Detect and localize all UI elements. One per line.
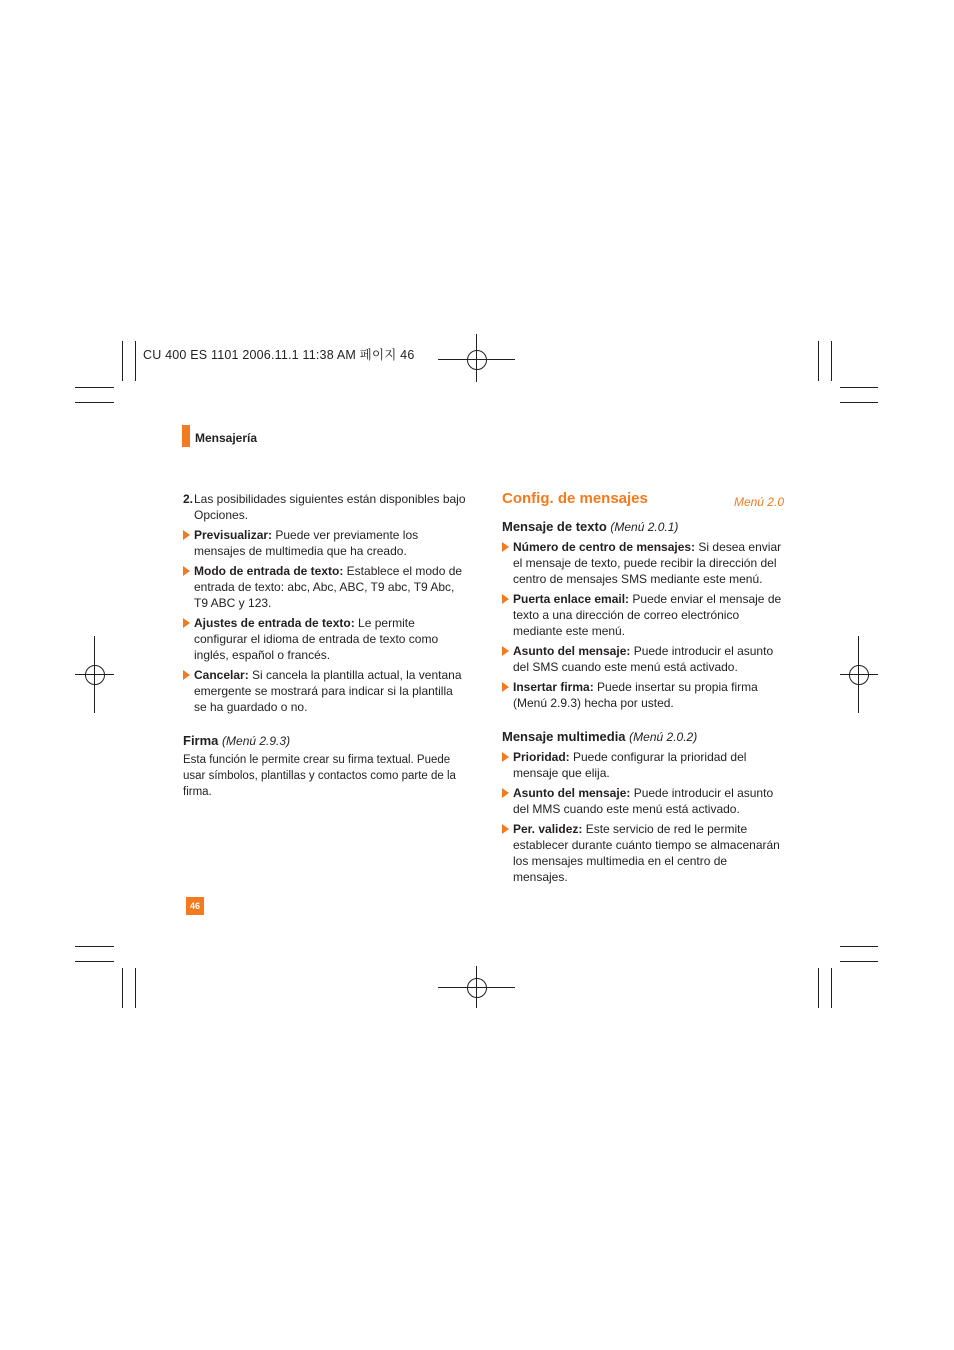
list-item (502, 643, 784, 675)
item-label: Puerta enlace email: (513, 592, 630, 606)
item-label: Prioridad: (513, 750, 570, 764)
item-text: Establece el modo de entrada de texto: abc, Abc, ABC, T9 abc, T9 Abc, T9 ABC y 123. (194, 564, 463, 610)
item-text: Si cancela la plantilla actual, la ventana emergente se mostrará para indicar si la plantilla se ha guardado o no. (194, 668, 462, 714)
firma-heading (183, 733, 466, 749)
bullet-arrow-icon (502, 646, 509, 656)
intro-number: 2. (183, 492, 194, 506)
texto-heading (502, 519, 784, 535)
bullet-arrow-icon (502, 788, 509, 798)
config-heading: Config. de mensajes (502, 490, 648, 507)
item-text: Puede introducir el asunto del SMS cuando este menú está activado. (513, 644, 774, 674)
left-column (183, 491, 466, 800)
bullet-arrow-icon (183, 566, 190, 576)
list-item (502, 749, 784, 781)
item-text: Le permite configurar el idioma de entrada de texto como inglés, español o francés. (194, 616, 439, 662)
list-item (502, 679, 784, 711)
item-text: Puede introducir el asunto del MMS cuando este menú está activado. (513, 786, 774, 816)
bullet-arrow-icon (183, 618, 190, 628)
bullet-arrow-icon (183, 530, 190, 540)
texto-title: Mensaje de texto (502, 519, 607, 534)
item-text: Puede configurar la prioridad del mensaje que elija. (513, 750, 747, 780)
item-text: Puede insertar su propia firma (Menú 2.9.3) hecha por usted. (513, 680, 758, 710)
item-label: Previsualizar: (194, 528, 273, 542)
item-label: Cancelar: (194, 668, 249, 682)
item-label: Insertar firma: (513, 680, 594, 694)
item-label: Modo de entrada de texto: (194, 564, 344, 578)
intro-paragraph (183, 491, 466, 523)
list-item (502, 539, 784, 587)
multimedia-menu-ref: (Menú 2.0.2) (629, 730, 698, 744)
item-label: Asunto del mensaje: (513, 644, 631, 658)
item-text: Puede enviar el mensaje de texto a una dirección de correo electrónico mediante este menú. (513, 592, 782, 638)
intro-text: Las posibilidades siguientes están disponibles bajo Opciones. (194, 492, 466, 522)
bullet-arrow-icon (183, 670, 190, 680)
bullet-arrow-icon (502, 542, 509, 552)
bullet-arrow-icon (502, 594, 509, 604)
section-title: Mensajería (195, 431, 258, 445)
print-slug: CU 400 ES 1101 2006.11.1 11:38 AM 페이지 46 (143, 348, 415, 362)
item-label: Ajustes de entrada de texto: (194, 616, 355, 630)
multimedia-heading (502, 729, 784, 745)
bullet-arrow-icon (502, 752, 509, 762)
section-marker (182, 425, 190, 447)
list-item (502, 785, 784, 817)
item-text: Este servicio de red le permite establecer durante cuánto tiempo se almacenarán los mensajes multimedia en el centro de mensajes. (513, 822, 780, 884)
list-item (183, 615, 466, 663)
config-heading-row (502, 491, 784, 513)
texto-menu-ref: (Menú 2.0.1) (610, 520, 679, 534)
item-label: Número de centro de mensajes: (513, 540, 696, 554)
config-menu-ref: Menú 2.0 (733, 495, 784, 509)
multimedia-title: Mensaje multimedia (502, 729, 626, 744)
firma-text: Esta función le permite crear su firma textual. Puede usar símbolos, plantillas y contactos como parte de la firma. (183, 754, 456, 798)
firma-menu-ref: (Menú 2.9.3) (222, 734, 291, 748)
page-number: 46 (186, 897, 204, 915)
firma-title: Firma (183, 733, 219, 748)
list-item (183, 527, 466, 559)
right-column (502, 491, 784, 885)
item-text: Si desea enviar el mensaje de texto, puede recibir la dirección del centro de mensajes SMS mediante este menú. (513, 540, 782, 586)
bullet-arrow-icon (502, 824, 509, 834)
item-label: Per. validez: (513, 822, 583, 836)
list-item (183, 563, 466, 611)
bullet-arrow-icon (502, 682, 509, 692)
list-item (502, 821, 784, 885)
list-item (502, 591, 784, 639)
item-label: Asunto del mensaje: (513, 786, 631, 800)
item-text: Puede ver previamente los mensajes de multimedia que ha creado. (194, 528, 419, 558)
list-item (183, 667, 466, 715)
